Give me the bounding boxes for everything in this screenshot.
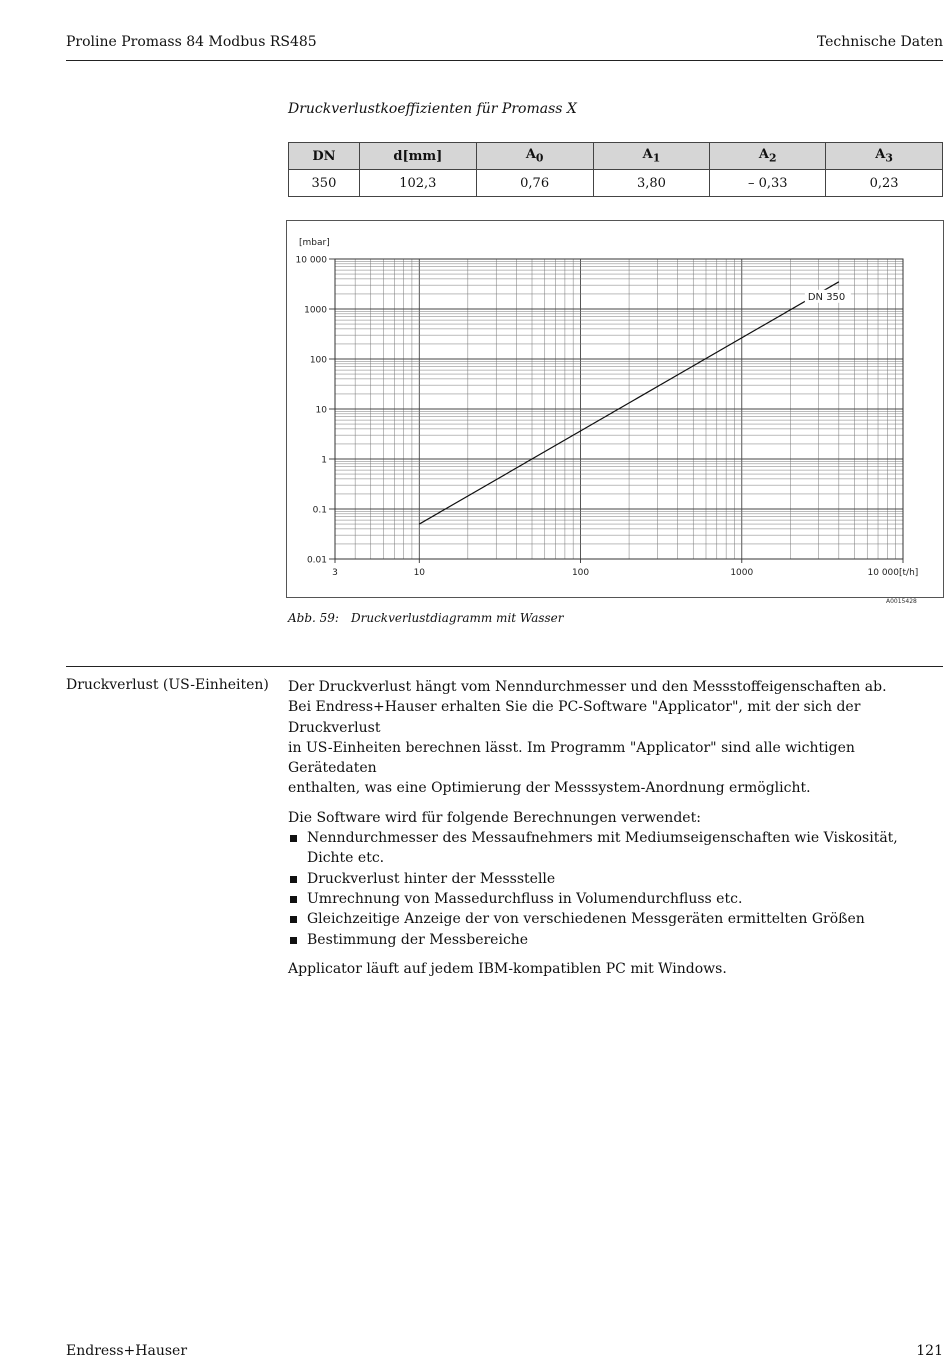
x-tick-label: 10 xyxy=(413,568,426,578)
table-title: Druckverlustkoeffizienten für Promass X xyxy=(288,101,577,117)
list-item: Gleichzeitige Anzeige der von verschiedenen Messgeräten ermittelten Größen xyxy=(288,909,943,929)
header-cell-a3: $A_3$ xyxy=(826,143,943,170)
x-axis-label: [t/h] xyxy=(899,568,919,578)
figure-number: Abb. 59: xyxy=(288,611,339,625)
page-number: 121 xyxy=(916,1343,943,1359)
paragraph-line: enthalten, was eine Optimierung der Messsystem-Anordnung ermöglicht. xyxy=(288,780,811,797)
header-cell-dn: DN xyxy=(289,143,360,170)
paragraph-line: Bei Endress+Hauser erhalten Sie die PC-Software "Applicator", mit der sich der Druckverlust xyxy=(288,699,861,736)
x-tick-label: 100 xyxy=(571,568,590,578)
y-axis-label: [mbar] xyxy=(299,238,330,248)
section-label: Druckverlust (US-Einheiten) xyxy=(66,677,269,693)
table-cell: 102,3 xyxy=(359,170,476,197)
y-tick-label: 100 xyxy=(309,355,327,366)
section-rule xyxy=(66,666,943,667)
y-tick-label: 0.01 xyxy=(306,555,327,566)
x-tick-label: 10 000 xyxy=(867,568,899,578)
bullet-icon xyxy=(290,876,297,883)
y-tick-label: 1000 xyxy=(304,305,327,316)
footer-company: Endress+Hauser xyxy=(66,1343,188,1359)
header-cell-a1: $A_1$ xyxy=(593,143,710,170)
paragraph-line: Der Druckverlust hängt vom Nenndurchmesser und den Messstoffeigenschaften ab. xyxy=(288,679,887,695)
table-cell: 350 xyxy=(289,170,360,197)
bullet-icon xyxy=(290,916,297,923)
chart-svg xyxy=(287,221,943,597)
paragraph xyxy=(288,677,943,799)
bullet-icon xyxy=(290,896,297,903)
y-tick-label: 10 xyxy=(315,405,327,416)
x-tick-label: 3 xyxy=(332,568,338,578)
closing-paragraph: Applicator läuft auf jedem IBM-kompatiblen PC mit Windows. xyxy=(288,960,727,977)
header-cell-d: d[mm] xyxy=(359,143,476,170)
y-tick-label: 10 000 xyxy=(295,255,327,266)
table-cell: 0,23 xyxy=(826,170,943,197)
table-cell: 3,80 xyxy=(593,170,710,197)
table-cell: 0,76 xyxy=(476,170,593,197)
y-tick-label: 1 xyxy=(321,455,327,466)
table-header-row xyxy=(289,143,943,170)
list-intro: Die Software wird für folgende Berechnungen verwendet: xyxy=(288,809,701,826)
header-document-title: Proline Promass 84 Modbus RS485 xyxy=(66,34,317,50)
header-section-title: Technische Daten xyxy=(816,34,943,50)
table-cell: – 0,33 xyxy=(710,170,826,197)
header-rule xyxy=(66,60,943,61)
list-item: Druckverlust hinter der Messstelle xyxy=(288,869,943,889)
paragraph-line: in US-Einheiten berechnen lässt. Im Programm "Applicator" sind alle wichtigen Gerätedaten xyxy=(288,739,855,777)
section-body xyxy=(288,677,943,988)
bullet-list xyxy=(288,828,943,950)
y-tick-label: 0.1 xyxy=(312,505,327,516)
series-label: DN 350 xyxy=(807,291,846,303)
bullet-icon xyxy=(290,937,297,944)
list-item: Nenndurchmesser des Messaufnehmers mit Mediumseigenschaften wie Viskosität, Dichte etc. xyxy=(288,828,943,869)
figure-caption-text: Druckverlustdiagramm mit Wasser xyxy=(351,611,564,625)
bullet-icon xyxy=(290,835,297,842)
header-cell-a2: $A_2$ xyxy=(710,143,826,170)
list-item: Umrechnung von Massedurchfluss in Volumendurchfluss etc. xyxy=(288,889,943,909)
coefficient-table xyxy=(288,142,943,197)
figure-code: A0015428 xyxy=(886,598,917,605)
header-cell-a0: $A_0$ xyxy=(476,143,593,170)
list-item: Bestimmung der Messbereiche xyxy=(288,930,943,950)
pressure-loss-chart xyxy=(286,220,944,598)
x-tick-label: 1000 xyxy=(730,568,754,578)
table-row xyxy=(289,170,943,197)
figure-caption xyxy=(288,611,564,625)
